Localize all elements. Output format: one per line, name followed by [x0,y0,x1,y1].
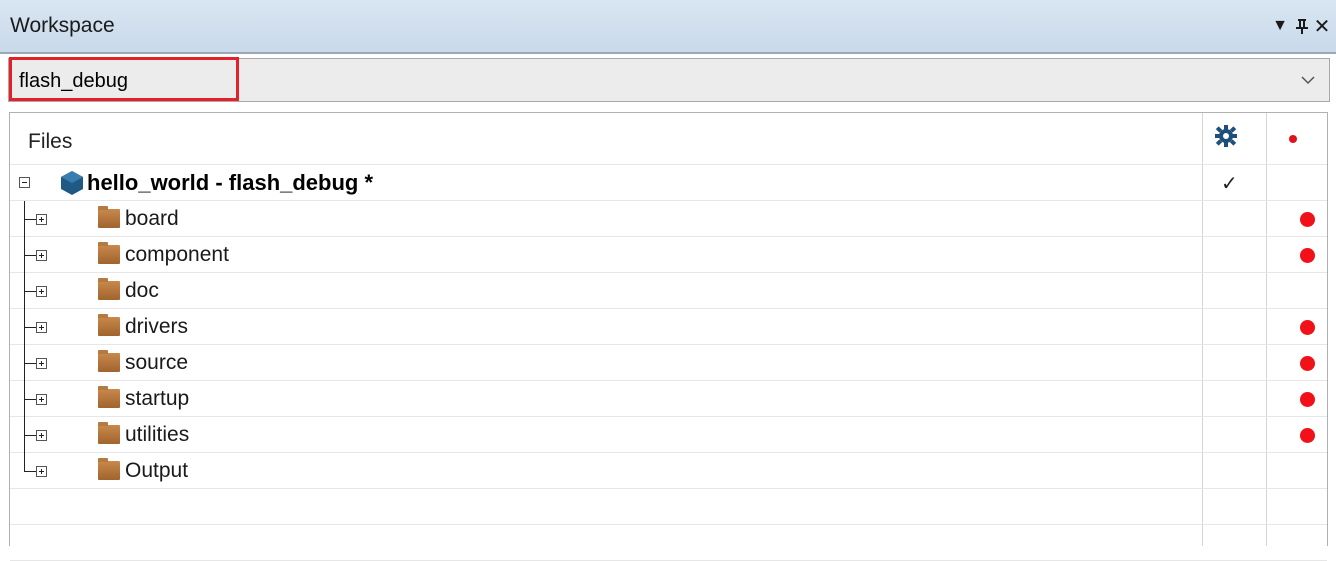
tree-connector-line [24,363,36,364]
folder-icon [98,317,120,336]
folder-label: drivers [125,315,189,338]
folder-icon [98,389,120,408]
folder-label: doc [125,279,159,302]
tree-header-row [10,113,1327,165]
workspace-title-bar [0,0,1336,54]
tree-project-row[interactable] [10,165,1327,201]
folder-label: source [125,351,189,374]
build-status-dot [1300,392,1315,407]
tree-folder-row[interactable] [10,381,1327,417]
build-status-header-dot [1289,135,1297,143]
build-status-dot [1300,356,1315,371]
empty-row [10,489,1327,525]
collapse-icon[interactable] [19,177,30,188]
folder-icon [98,425,120,444]
tree-folder-row[interactable] [10,237,1327,273]
expand-icon[interactable] [36,358,47,369]
tree-connector-line [24,255,36,256]
tree-connector-line [24,471,36,472]
tree-connector-line [24,399,36,400]
expand-icon[interactable] [36,430,47,441]
expand-icon[interactable] [36,394,47,405]
tree-connector-line [24,327,36,328]
folder-label: utilities [125,423,190,446]
expand-icon[interactable] [36,250,47,261]
empty-row [10,525,1327,561]
build-status-dot [1300,212,1315,227]
folder-label: board [125,207,179,230]
build-status-dot [1300,320,1315,335]
gear-icon[interactable] [1215,125,1237,147]
tree-folder-row[interactable] [10,453,1327,489]
close-button[interactable]: ✕ [1313,15,1331,38]
tree-connector-line [24,219,36,220]
tree-connector-line [24,453,25,471]
tree-connector-line [24,291,36,292]
checkmark-icon: ✓ [1221,173,1238,195]
expand-icon[interactable] [36,466,47,477]
folder-icon [98,353,120,372]
build-status-dot [1300,248,1315,263]
folder-icon [98,461,120,480]
folder-label: Output [125,459,189,482]
tree-folder-row[interactable] [10,309,1327,345]
configuration-selected-value: flash_debug [19,70,128,92]
dropdown-menu-button[interactable]: ▼ [1272,17,1288,34]
workspace-title: Workspace [10,14,115,37]
chevron-down-icon[interactable] [1297,69,1319,91]
folder-icon [98,281,120,300]
folder-icon [98,245,120,264]
tree-folder-row[interactable] [10,273,1327,309]
expand-icon[interactable] [36,214,47,225]
files-tree [9,112,1328,546]
tree-folder-row[interactable] [10,201,1327,237]
project-icon [60,170,84,196]
folder-label: startup [125,387,190,410]
tree-folder-row[interactable] [10,417,1327,453]
configuration-select[interactable] [8,58,1330,102]
build-status-dot [1300,428,1315,443]
folder-icon [98,209,120,228]
folder-label: component [125,243,229,266]
pin-icon [1295,18,1309,34]
project-name: hello_world - flash_debug * [87,170,374,195]
expand-icon[interactable] [36,286,47,297]
tree-connector-line [24,435,36,436]
tree-folder-row[interactable] [10,345,1327,381]
expand-icon[interactable] [36,322,47,333]
files-column-header: Files [28,130,73,153]
